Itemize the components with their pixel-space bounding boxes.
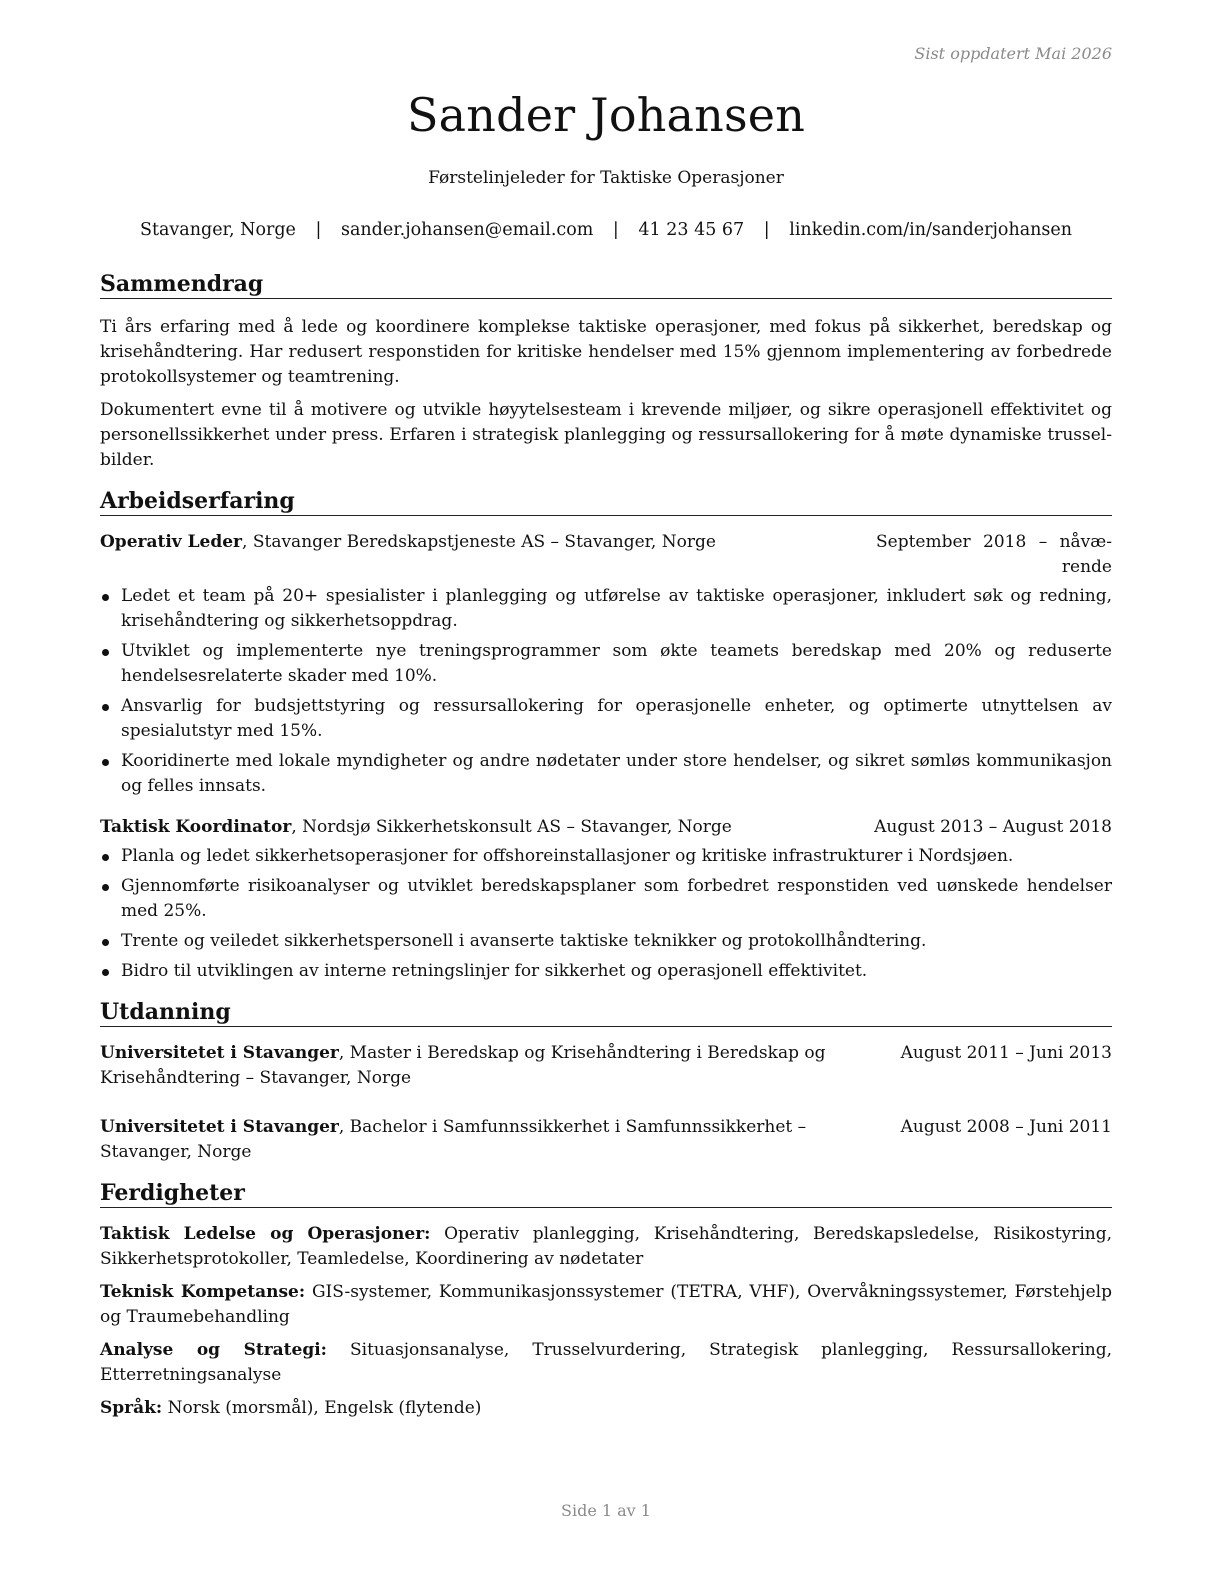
candidate-name: Sander Johansen	[406, 88, 806, 142]
bullet-icon	[102, 759, 109, 766]
skill-label: Teknisk Kompetanse:	[100, 1282, 306, 1302]
job-entry	[100, 815, 1112, 984]
summary-paragraph: Ti års erfaring med å lede og koordinere komplekse taktiske operasjoner, med fokus på sikkerhet, beredskap og krisehåndtering. Har redusert responstiden for kritiske hendelser med 15% gjennom implementering av forbedrede protokollsystemer og teamtrening.	[100, 317, 1112, 387]
candidate-title: Førstelinjeleder for Taktiske Operasjoner	[428, 168, 784, 188]
section-heading-experience: Arbeidserfaring	[100, 487, 1112, 516]
skill-text: GIS-systemer, Kommunikasjonssystemer (TETRA, VHF), Overvåkningssystemer, Førstehjelp og Traumebehandling	[100, 1282, 1112, 1327]
bullet-text: Ansvarlig for budsjettstyring og ressursallokering for operasjonelle enheter, og optimerte utnyttelsen av spesialutstyr med 15%.	[121, 696, 1112, 741]
contact-phone: 41 23 45 67	[638, 220, 745, 240]
contact-separator: |	[763, 220, 770, 240]
skill-text: Norsk (morsmål), Engelsk (flytende)	[162, 1398, 482, 1418]
bullet-text: Kooridinerte med lokale myndigheter og andre nødetater under store hendelser, og sikret sømløs kommunikasjon og felles innsats.	[121, 751, 1112, 796]
education-detail: , Master i Beredskap og Krisehåndtering i Beredskap og Krisehåndtering – Stavanger, Norge	[100, 1043, 826, 1088]
section-heading-education: Utdanning	[100, 998, 1112, 1027]
contact-separator: |	[612, 220, 619, 240]
summary-paragraph: Dokumentert evne til å motivere og utvikle høyytelsesteam i krevende miljøer, og sikre operasjonell effektivitet og personellssikkerhet under press. Erfaren i strategisk planlegging og ressursallokering for å møte dynamiske trusselbilder.	[100, 400, 1112, 470]
skill-text: Situasjonsanalyse, Trusselvurdering, Strategisk planlegging, Ressursallokering, Etterretningsanalyse	[100, 1340, 1112, 1385]
education-school: Universitetet i Stavanger	[100, 1043, 339, 1063]
skill-label: Taktisk Ledelse og Operasjoner:	[100, 1224, 431, 1244]
job-role: Taktisk Koordinator	[100, 817, 292, 837]
last-updated: Sist oppdatert Mai 2026	[914, 44, 1112, 63]
skill-line	[100, 1338, 1112, 1388]
section-heading-summary: Sammendrag	[100, 270, 1112, 299]
resume-content	[100, 270, 1112, 1421]
skill-line	[100, 1280, 1112, 1330]
skill-text: Operativ planlegging, Krisehåndtering, Beredskapsledelse, Risikostyring, Sikkerhetsprotokoller, Teamledelse, Koordinering av nødetater	[100, 1224, 1112, 1269]
bullet-text: Utviklet og implementerte nye treningsprogrammer som økte teamets beredskap med 20% og reduserte hendelsesrelaterte skader med 10%.	[121, 641, 1112, 686]
list-item	[100, 694, 1112, 744]
job-bullets	[100, 844, 1112, 984]
bullet-text: Trente og veiledet sikkerhetspersonell i avanserte taktiske teknikker og protokollhåndtering.	[121, 931, 927, 951]
contact-linkedin[interactable]: linkedin.com/in/sanderjohansen	[789, 220, 1073, 240]
list-item	[100, 929, 1112, 954]
list-item	[100, 584, 1112, 634]
list-item	[100, 639, 1112, 689]
job-org: , Stavanger Beredskapstjeneste AS – Stavanger, Norge	[242, 532, 716, 552]
bullet-icon	[102, 704, 109, 711]
list-item	[100, 844, 1112, 869]
skill-label: Analyse og Strategi:	[100, 1340, 327, 1360]
summary-section	[100, 270, 1112, 473]
bullet-text: Ledet et team på 20+ spesialister i planlegging og utførelse av taktiske operasjoner, inkludert søk og redning, krisehåndtering og sikkerhetsoppdrag.	[121, 586, 1112, 631]
list-item	[100, 959, 1112, 984]
job-entry	[100, 530, 1112, 799]
page-number: Side 1 av 1	[561, 1501, 651, 1520]
experience-section	[100, 487, 1112, 984]
contact-line	[100, 220, 1112, 240]
skill-line	[100, 1396, 1112, 1421]
education-section	[100, 998, 1112, 1165]
bullet-icon	[102, 969, 109, 976]
list-item	[100, 749, 1112, 799]
contact-separator: |	[315, 220, 322, 240]
job-dates: September 2018 – nåværende	[876, 532, 1112, 577]
job-role: Operativ Leder	[100, 532, 243, 552]
bullet-icon	[102, 594, 109, 601]
bullet-text: Planla og ledet sikkerhetsoperasjoner for offshoreinstallasjoner og kritiske infrastrukturer i Nordsjøen.	[121, 846, 1014, 866]
section-heading-skills: Ferdigheter	[100, 1179, 1112, 1208]
bullet-icon	[102, 649, 109, 656]
skills-section	[100, 1179, 1112, 1421]
job-header	[100, 815, 1112, 840]
job-dates: August 2013 – August 2018	[874, 817, 1112, 837]
job-org: , Nordsjø Sikkerhetskonsult AS – Stavanger, Norge	[291, 817, 732, 837]
skill-label: Språk:	[100, 1398, 163, 1418]
education-dates: August 2011 – Juni 2013	[900, 1043, 1112, 1063]
bullet-text: Gjennomførte risikoanalyser og utviklet beredskapsplaner som forbedret responstiden ved uønskede hendelser med 25%.	[121, 876, 1112, 921]
education-entry	[100, 1041, 1112, 1091]
education-entry	[100, 1115, 1112, 1165]
bullet-icon	[102, 939, 109, 946]
education-school: Universitetet i Stavanger	[100, 1117, 339, 1137]
job-bullets	[100, 584, 1112, 799]
contact-location: Stavanger, Norge	[139, 220, 296, 240]
education-dates: August 2008 – Juni 2011	[900, 1117, 1112, 1137]
skill-line	[100, 1222, 1112, 1272]
job-header	[100, 530, 1112, 580]
bullet-text: Bidro til utviklingen av interne retningslinjer for sikkerhet og operasjonell effektivitet.	[121, 961, 868, 981]
list-item	[100, 874, 1112, 924]
contact-email[interactable]: sander.johansen@email.com	[340, 220, 594, 240]
bullet-icon	[102, 884, 109, 891]
education-detail: , Bachelor i Samfunnssikkerhet i Samfunnssikkerhet – Stavanger, Norge	[100, 1117, 807, 1162]
bullet-icon	[102, 854, 109, 861]
